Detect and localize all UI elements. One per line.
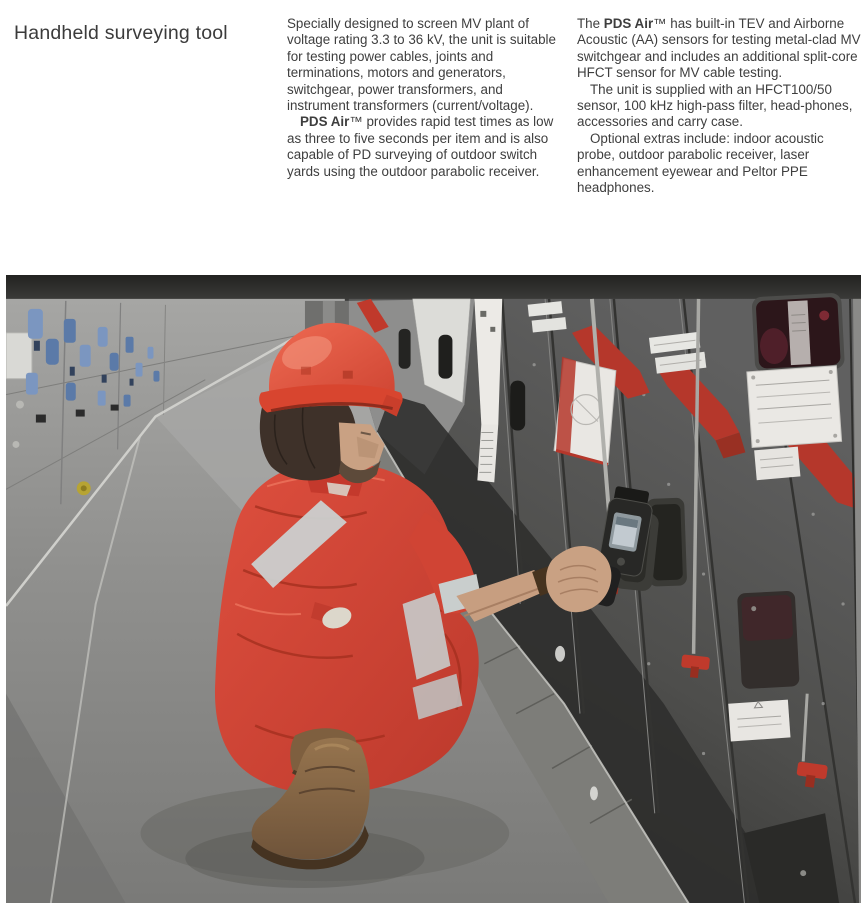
text-column-2 (577, 16, 862, 196)
photo-switchroom (6, 275, 861, 903)
window-glint (800, 870, 806, 876)
hard-hat-vent (343, 371, 353, 379)
product-name: PDS Air (300, 114, 350, 130)
col1-paragraph-2-text: provides rapid test times as low as three to five seconds per item and is also capable of PD surveying of outdoor switch yards using the outdoor parabolic receiver. (287, 114, 554, 179)
label-plate (754, 447, 800, 481)
door-handle (438, 335, 452, 379)
product-name: PDS Air (603, 16, 654, 31)
gauge-dial (12, 441, 19, 448)
door-handle (510, 381, 525, 431)
col2-paragraph-3: Optional extras include: indoor acoustic probe, outdoor parabolic receiver, laser enhancement eyewear and Peltor PPE headphones. (577, 130, 824, 196)
label-plate (747, 366, 842, 448)
label-strip-slot (480, 311, 486, 317)
col2-paragraph-1 (577, 16, 862, 82)
col1-paragraph-2 (287, 114, 565, 180)
text-column-1 (287, 16, 565, 180)
trademark-symbol: ™ (349, 114, 363, 130)
gauge-dial (16, 401, 24, 409)
label-plate (6, 333, 32, 379)
col2-paragraph-1-text: has built-in TEV and Airborne Acoustic (AA) sensors for testing metal-clad MV switchgear and includes an additional split-core HFCT sensor for MV cable testing. (577, 16, 861, 81)
photo-canvas (6, 275, 861, 903)
col1-paragraph-1: Specially designed to screen MV plant of voltage rating 3.3 to 36 kV, the unit is suitable for testing power cables, joints and terminations, motors and generators, switchgear, power transformers, and instrument transformers (current/voltage). (287, 16, 556, 114)
trademark-symbol: ™ (653, 16, 667, 31)
hard-hat-vent (301, 367, 311, 375)
yellow-marker-center (81, 485, 87, 491)
indicator-window (751, 293, 845, 373)
col2-paragraph-2: The unit is supplied with an HFCT100/50 sensor, 100 kHz high-pass filter, head-phones, accessories and carry case. (577, 81, 853, 130)
page-title: Handheld surveying tool (14, 22, 228, 44)
warning-plate (728, 700, 790, 742)
col2-paragraph-1-pre: The (577, 16, 604, 31)
door-handle (399, 329, 411, 369)
ceiling-band (6, 275, 861, 301)
inspection-window (737, 591, 800, 690)
label-strip-slot (490, 327, 495, 332)
